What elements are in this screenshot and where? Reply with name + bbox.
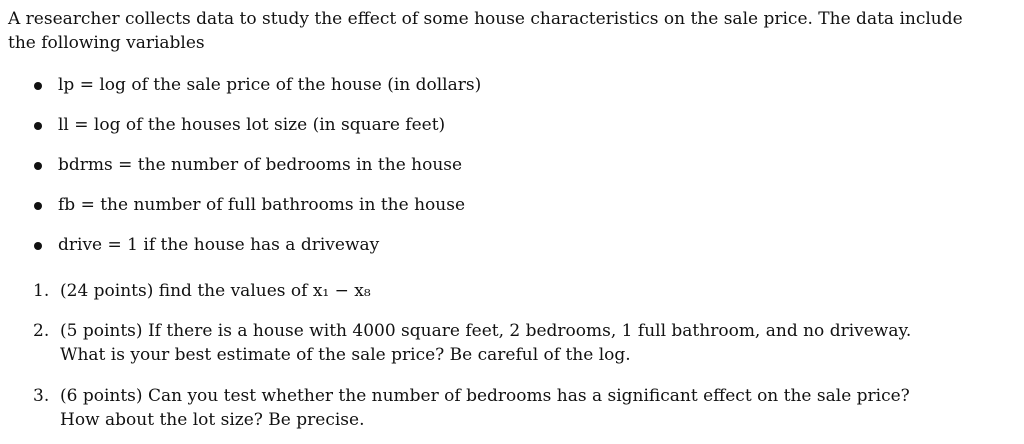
- variable-item: [34, 234, 994, 274]
- variable-item: [34, 154, 994, 194]
- question-number: 1.: [33, 281, 50, 301]
- question-number: 3.: [33, 386, 50, 406]
- variable-text: fb = the number of full bathrooms in the house: [58, 195, 466, 215]
- question-item: [33, 384, 993, 444]
- variable-item: [34, 74, 994, 114]
- variable-item: [34, 114, 994, 154]
- bullet-icon: [34, 242, 42, 250]
- intro-paragraph: [8, 7, 1008, 55]
- variable-text: drive = 1 if the house has a driveway: [58, 235, 380, 255]
- variable-item: [34, 194, 994, 234]
- question-text-line-2: What is your best estimate of the sale price? Be careful of the log.: [60, 345, 631, 365]
- bullet-icon: [34, 202, 42, 210]
- question-list: [33, 279, 993, 444]
- question-text-line-1: (5 points) If there is a house with 4000 square feet, 2 bedrooms, 1 full bathroom, and no driveway.: [60, 321, 912, 341]
- question-text-line-1: (6 points) Can you test whether the number of bedrooms has a significant effect on the sale price?: [60, 386, 910, 406]
- variable-list: [34, 74, 994, 274]
- question-number: 2.: [33, 321, 50, 341]
- variable-text: lp = log of the sale price of the house (in dollars): [58, 75, 482, 95]
- question-item: [33, 319, 993, 384]
- bullet-icon: [34, 162, 42, 170]
- intro-line-2: the following variables: [8, 33, 205, 53]
- question-item: [33, 279, 993, 319]
- variable-text: bdrms = the number of bedrooms in the house: [58, 155, 463, 175]
- question-text-line-2: How about the lot size? Be precise.: [60, 410, 365, 430]
- bullet-icon: [34, 82, 42, 90]
- variable-text: ll = log of the houses lot size (in square feet): [58, 115, 446, 135]
- bullet-icon: [34, 122, 42, 130]
- intro-line-1: A researcher collects data to study the effect of some house characteristics on the sale price. The data include: [8, 9, 963, 29]
- question-text: (24 points) find the values of x₁ − x₈: [60, 281, 371, 301]
